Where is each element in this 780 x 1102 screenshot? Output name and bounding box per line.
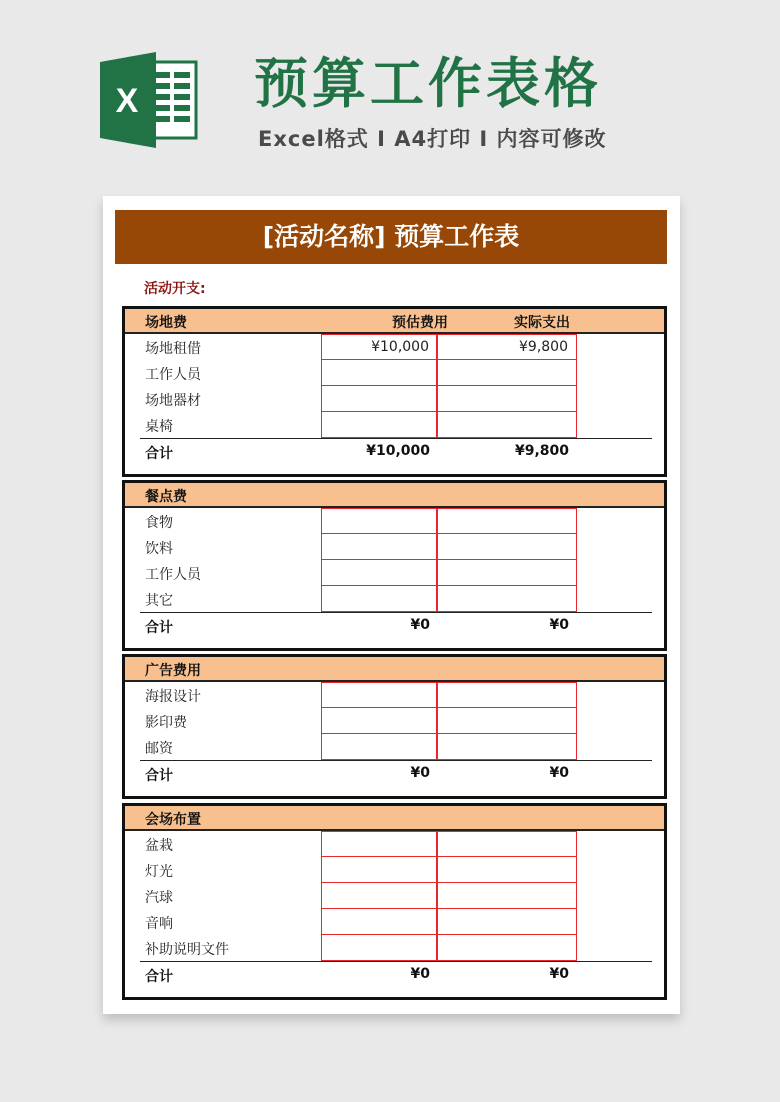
total-label: 合计 [145, 969, 173, 985]
item-label: 工作人员 [145, 367, 201, 383]
section-header [125, 483, 664, 508]
item-label: 海报设计 [145, 689, 201, 705]
estimated-cell[interactable] [321, 385, 438, 413]
actual-cell[interactable] [436, 533, 577, 561]
total-row [140, 961, 652, 991]
estimated-cell[interactable] [321, 559, 438, 587]
category-label: 会场布置 [145, 812, 201, 828]
item-label: 其它 [145, 593, 173, 609]
estimated-cell[interactable] [321, 882, 438, 910]
total-actual: ¥9,800 [514, 443, 569, 459]
total-estimated: ¥10,000 [366, 443, 430, 459]
budget-sheet-page [103, 196, 680, 1014]
actual-cell[interactable] [436, 559, 577, 587]
estimated-cell[interactable] [321, 908, 438, 936]
sheet-title: [活动名称] 预算工作表 [115, 210, 667, 264]
estimated-cell[interactable] [321, 359, 438, 387]
table-row [125, 412, 664, 438]
estimated-cell[interactable] [321, 856, 438, 884]
item-label: 影印费 [145, 715, 187, 731]
item-label: 补助说明文件 [145, 942, 229, 958]
total-row [140, 612, 652, 642]
table-row [125, 857, 664, 883]
section-header [125, 309, 664, 334]
table-row [125, 708, 664, 734]
category-label: 餐点费 [145, 489, 187, 505]
sub-title: Excel格式 I A4打印 I 内容可修改 [258, 127, 607, 151]
item-label: 场地器材 [145, 393, 201, 409]
actual-cell[interactable] [436, 508, 577, 534]
column-header-actual: 实际支出 [514, 315, 570, 331]
table-row [125, 734, 664, 760]
estimated-cell[interactable]: ¥10,000 [321, 334, 438, 360]
table-row [125, 386, 664, 412]
actual-cell[interactable] [436, 385, 577, 413]
estimated-cell[interactable] [321, 585, 438, 613]
item-label: 灯光 [145, 864, 173, 880]
section-decoration [122, 803, 667, 1000]
item-label: 盆栽 [145, 838, 173, 854]
table-row [125, 560, 664, 586]
table-row [125, 360, 664, 386]
section-header [125, 806, 664, 831]
table-row [125, 883, 664, 909]
table-row [125, 508, 664, 534]
header [0, 0, 780, 180]
table-row [125, 534, 664, 560]
main-title: 预算工作表格 [254, 52, 602, 115]
estimated-cell[interactable] [321, 934, 438, 962]
actual-cell[interactable] [436, 908, 577, 936]
actual-cell[interactable] [436, 831, 577, 857]
category-label: 广告费用 [145, 663, 201, 679]
total-label: 合计 [145, 768, 173, 784]
estimated-cell[interactable] [321, 831, 438, 857]
item-label: 桌椅 [145, 419, 173, 435]
category-label: 场地费 [145, 315, 187, 331]
estimated-cell[interactable] [321, 411, 438, 439]
estimated-cell[interactable] [321, 733, 438, 761]
total-estimated: ¥0 [410, 617, 430, 633]
actual-cell[interactable] [436, 733, 577, 761]
table-row [125, 909, 664, 935]
estimated-cell[interactable] [321, 533, 438, 561]
section-venue [122, 306, 667, 477]
item-label: 饮料 [145, 541, 173, 557]
section-header [125, 657, 664, 682]
actual-cell[interactable] [436, 411, 577, 439]
actual-cell[interactable] [436, 359, 577, 387]
table-row [125, 935, 664, 961]
total-row [140, 760, 652, 790]
total-estimated: ¥0 [410, 966, 430, 982]
table-row [125, 831, 664, 857]
actual-cell[interactable] [436, 882, 577, 910]
section-catering [122, 480, 667, 651]
svg-text:X: X [115, 82, 139, 120]
item-label: 音响 [145, 916, 173, 932]
item-label: 场地租借 [145, 341, 201, 357]
actual-cell[interactable] [436, 856, 577, 884]
actual-cell[interactable] [436, 585, 577, 613]
estimated-cell[interactable] [321, 508, 438, 534]
item-label: 食物 [145, 515, 173, 531]
section-advertising [122, 654, 667, 799]
total-label: 合计 [145, 446, 173, 462]
column-header-estimated: 预估费用 [392, 315, 448, 331]
total-row [140, 438, 652, 468]
total-label: 合计 [145, 620, 173, 636]
table-row [125, 586, 664, 612]
actual-cell[interactable] [436, 682, 577, 708]
estimated-cell[interactable] [321, 682, 438, 708]
excel-logo-icon [100, 52, 198, 148]
item-label: 汽球 [145, 890, 173, 906]
item-label: 工作人员 [145, 567, 201, 583]
actual-cell[interactable]: ¥9,800 [436, 334, 577, 360]
estimated-cell[interactable] [321, 707, 438, 735]
total-estimated: ¥0 [410, 765, 430, 781]
item-label: 邮资 [145, 741, 173, 757]
total-actual: ¥0 [549, 617, 569, 633]
table-row [125, 682, 664, 708]
actual-cell[interactable] [436, 934, 577, 962]
total-actual: ¥0 [549, 966, 569, 982]
activity-label: 活动开支: [144, 281, 206, 297]
actual-cell[interactable] [436, 707, 577, 735]
table-row [125, 334, 664, 360]
total-actual: ¥0 [549, 765, 569, 781]
